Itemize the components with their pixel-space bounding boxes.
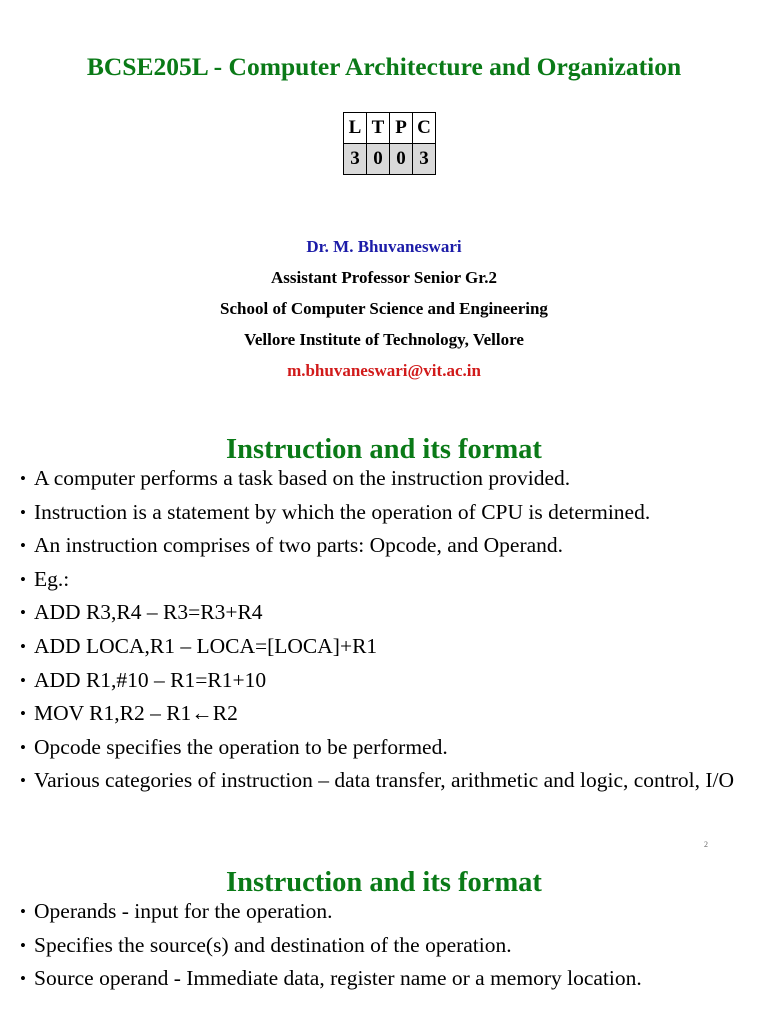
ltpc-value-t: 0 [367,144,390,175]
author-school: School of Computer Science and Engineering [220,299,548,318]
bullet-icon: • [20,603,26,623]
list-item: • Source operand - Immediate data, register name or a memory location. [20,962,746,996]
list-item: • Operands - input for the operation. [20,895,746,929]
author-block [0,231,768,386]
list-item: • An instruction comprises of two parts: Opcode, and Operand. [20,529,746,563]
bullet-icon: • [20,704,26,724]
author-institute: Vellore Institute of Technology, Vellore [244,330,524,349]
bullet-icon: • [20,536,26,556]
page-number: 2 [704,840,708,849]
bullet-icon: • [20,737,26,757]
ltpc-table [343,112,436,175]
ltpc-header-row [344,113,436,144]
list-item: • Specifies the source(s) and destination of the operation. [20,929,746,963]
bullet-icon: • [20,902,26,921]
author-name: Dr. M. Bhuvaneswari [306,237,462,256]
ltpc-header-c: C [413,113,436,144]
list-item: • MOV R1,R2 – R1←R2 [20,697,746,731]
slide-2-bullet-list [20,895,746,996]
course-title: BCSE205L - Computer Architecture and Organization [86,52,682,81]
ltpc-header-l: L [344,113,367,144]
bullet-icon: • [20,969,26,989]
ltpc-value-c: 3 [413,144,436,175]
list-item: • ADD R3,R4 – R3=R3+R4 [20,596,746,630]
list-item: • Instruction is a statement by which the operation of CPU is determined. [20,496,746,530]
ltpc-value-l: 3 [344,144,367,175]
slide-2-heading: Instruction and its format [226,867,542,898]
ltpc-value-row [344,144,436,175]
ltpc-header-t: T [367,113,390,144]
bullet-icon: • [20,469,26,488]
list-item: • Various categories of instruction – data transfer, arithmetic and logic, control, I/O [20,764,746,798]
list-item: • Eg.: [20,563,746,597]
bullet-icon: • [20,670,26,690]
author-email[interactable]: m.bhuvaneswari@vit.ac.in [287,361,481,380]
bullet-icon: • [20,569,26,589]
slide-1-bullet-list [20,462,746,798]
slide-1-heading: Instruction and its format [226,434,542,465]
author-designation: Assistant Professor Senior Gr.2 [270,268,498,287]
list-item: • Opcode specifies the operation to be performed. [20,731,746,765]
bullet-icon: • [20,502,26,522]
bullet-icon: • [20,771,26,791]
bullet-icon: • [20,636,26,656]
list-item: • ADD LOCA,R1 – LOCA=[LOCA]+R1 [20,630,746,664]
ltpc-header-p: P [390,113,413,144]
list-item: • A computer performs a task based on the instruction provided. [20,462,746,496]
list-item: • ADD R1,#10 – R1=R1+10 [20,664,746,698]
bullet-icon: • [20,935,26,955]
ltpc-value-p: 0 [390,144,413,175]
